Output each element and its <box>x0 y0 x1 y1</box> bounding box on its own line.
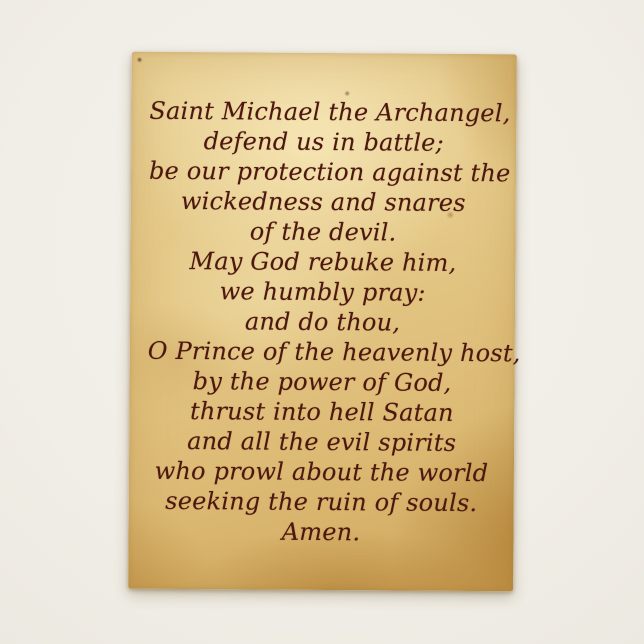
prayer-text <box>128 52 521 549</box>
prayer-line: Amen. <box>281 517 361 547</box>
prayer-line: seeking the ruin of souls. <box>165 486 478 518</box>
prayer-line: we humbly pray: <box>219 277 426 307</box>
prayer-card <box>128 52 521 592</box>
prayer-line: by the power of God, <box>192 367 452 397</box>
prayer-line: O Prince of the heavenly host, <box>147 336 521 368</box>
prayer-line: be our protection against the <box>148 156 511 188</box>
prayer-line: who prowl about the world <box>154 456 489 488</box>
prayer-line: wickedness and snares <box>180 187 466 217</box>
prayer-line: Saint Michael the Archangel, <box>149 96 511 128</box>
prayer-line: May God rebuke him, <box>189 247 457 277</box>
prayer-line: defend us in battle; <box>203 127 444 157</box>
prayer-line: and all the evil spirits <box>187 427 457 457</box>
prayer-line: of the devil. <box>249 217 397 247</box>
prayer-line: and do thou, <box>244 307 401 337</box>
prayer-line: thrust into hell Satan <box>189 397 454 427</box>
